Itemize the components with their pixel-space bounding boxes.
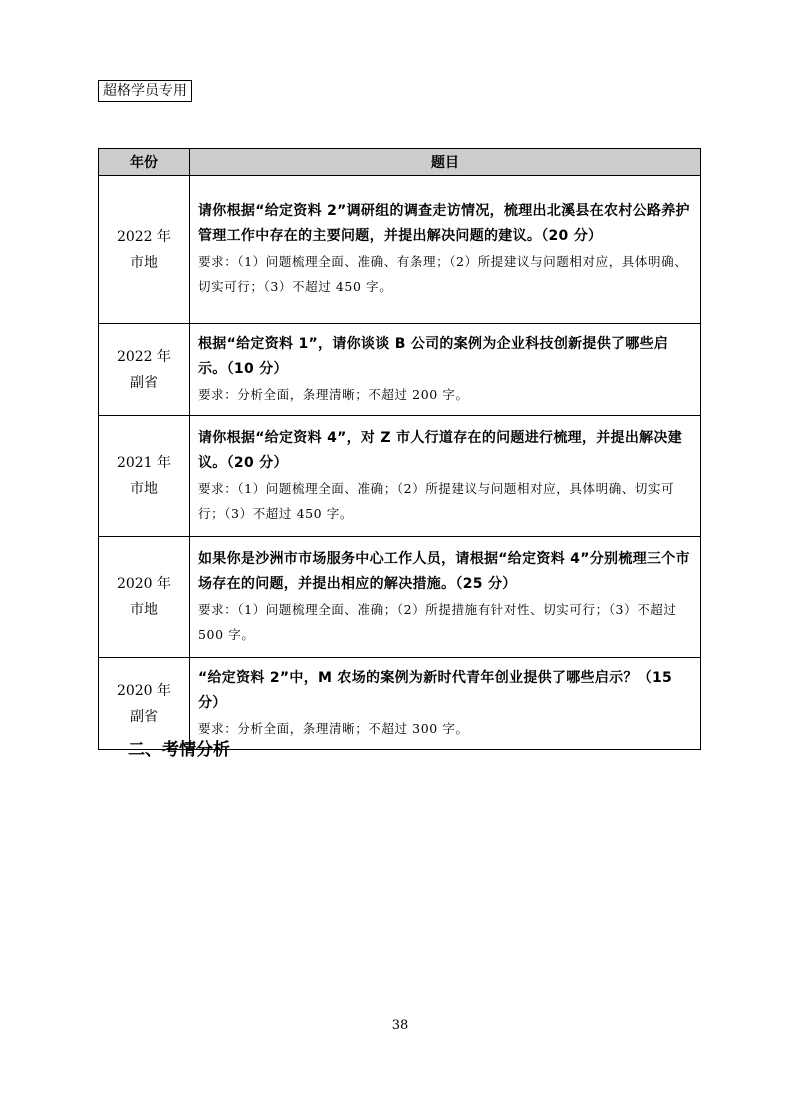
header-tag: 超格学员专用 bbox=[98, 80, 192, 102]
question-text: 如果你是沙洲市市场服务中心工作人员，请根据“给定资料 4”分别梳理三个市场存在的问题，并提出相应的解决措施。（25 分） bbox=[198, 550, 690, 592]
region-label: 副省 bbox=[130, 708, 158, 725]
region-label: 市地 bbox=[130, 481, 158, 497]
year-label: 2020 年 bbox=[116, 682, 172, 699]
header-year: 年份 bbox=[99, 149, 190, 176]
question-cell bbox=[190, 416, 701, 537]
header-question: 题目 bbox=[190, 149, 701, 176]
table-row bbox=[99, 324, 701, 416]
requirement-text: 要求：（1）问题梳理全面、准确；（2）所提建议与问题相对应，具体明确、切实可行；（3）不超过 450 字。 bbox=[198, 480, 675, 521]
table-row bbox=[99, 176, 701, 324]
table-row bbox=[99, 537, 701, 658]
question-text: 请你根据“给定资料 4”，对 Z 市人行道存在的问题进行梳理，并提出解决建议。（20 分） bbox=[198, 429, 683, 471]
question-cell bbox=[190, 324, 701, 416]
table-row bbox=[99, 416, 701, 537]
year-label: 2022 年 bbox=[116, 228, 172, 245]
year-cell bbox=[99, 176, 190, 324]
region-label: 市地 bbox=[130, 602, 158, 618]
requirement-text: 要求：（1）问题梳理全面、准确、有条理；（2）所提建议与问题相对应，具体明确、切实可行；（3）不超过 450 字。 bbox=[198, 254, 688, 294]
year-cell bbox=[99, 324, 190, 416]
question-text: “给定资料 2”中，M 农场的案例为新时代青年创业提供了哪些启示？（15 分） bbox=[198, 669, 673, 711]
requirement-text: 要求：（1）问题梳理全面、准确；（2）所提措施有针对性、切实可行；（3）不超过 500 字。 bbox=[198, 601, 677, 642]
region-label: 市地 bbox=[130, 254, 158, 271]
question-cell bbox=[190, 658, 701, 750]
requirement-text: 要求：分析全面，条理清晰；不超过 200 字。 bbox=[198, 386, 469, 402]
year-cell bbox=[99, 416, 190, 537]
year-label: 2022 年 bbox=[116, 348, 172, 365]
question-text: 根据“给定资料 1”，请你谈谈 B 公司的案例为企业科技创新提供了哪些启示。（10 分） bbox=[198, 335, 669, 377]
question-cell bbox=[190, 176, 701, 324]
section-heading: 二、考情分析 bbox=[128, 740, 230, 760]
table-header-row bbox=[99, 149, 701, 176]
question-text: 请你根据“给定资料 2”调研组的调查走访情况，梳理出北溪县在农村公路养护管理工作中存在的主要问题，并提出解决问题的建议。（20 分） bbox=[198, 203, 690, 244]
year-cell bbox=[99, 537, 190, 658]
page-number: 38 bbox=[391, 1018, 409, 1033]
year-label: 2021 年 bbox=[116, 455, 172, 471]
questions-table bbox=[98, 148, 701, 750]
region-label: 副省 bbox=[130, 374, 158, 391]
question-cell bbox=[190, 537, 701, 658]
year-label: 2020 年 bbox=[116, 576, 172, 592]
requirement-text: 要求：分析全面，条理清晰；不超过 300 字。 bbox=[198, 720, 469, 736]
